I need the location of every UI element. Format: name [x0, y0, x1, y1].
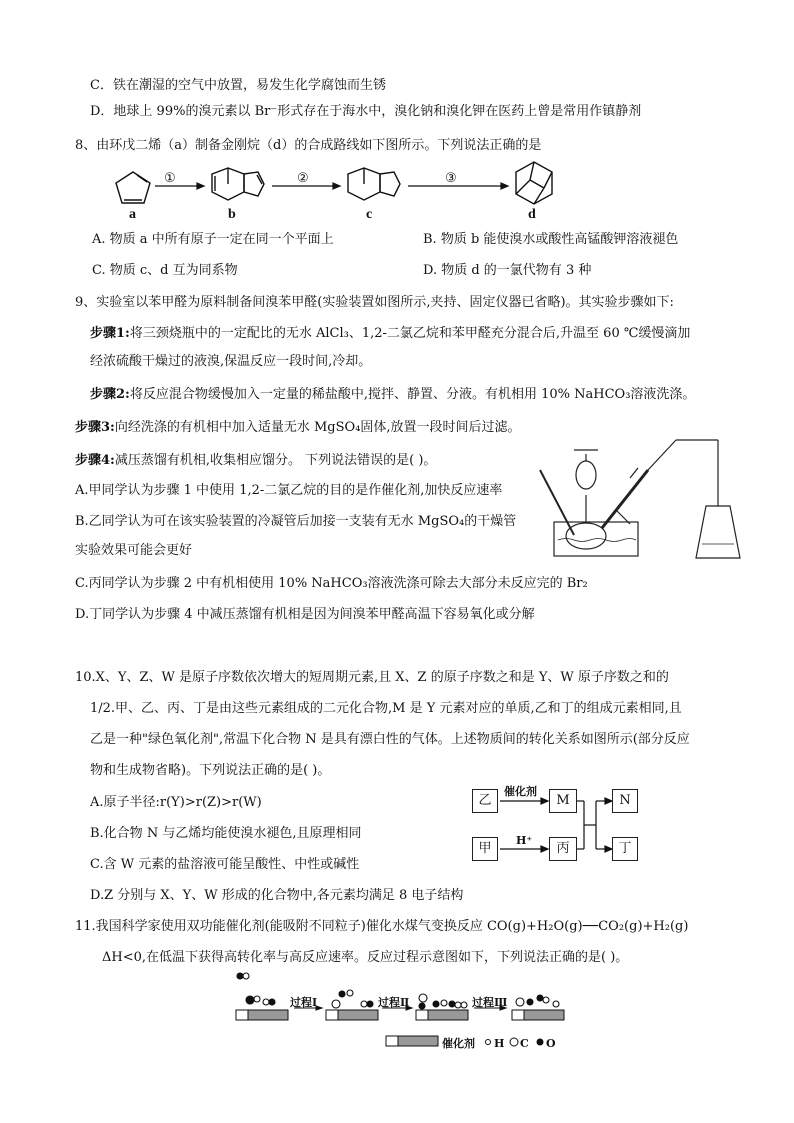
cyclopentadiene-structure [116, 172, 150, 203]
q9-step4-text: 减压蒸馏有机相,收集相应馏分。 下列说法错误的是( )。 [114, 453, 437, 468]
q9-step3-label: 步骤3: [75, 420, 115, 435]
box-ding: 丁 [612, 837, 638, 861]
q8-label-c: c [366, 207, 373, 222]
q10-stem-line3: 乙是一种"绿色氧化剂",常温下化合物 N 是具有漂白性的气体。上述物质间的转化关系如图所示(部分反应 [90, 732, 690, 747]
q7-option-d: D．地球上 99%的溴元素以 Br⁻形式存在于海水中，溴化钠和溴化钾在医药上曾是常用作镇静剂 [90, 104, 642, 119]
process-1-label: 过程Ⅰ [290, 996, 318, 1009]
q10-option-a: A.原子半径:r(Y)>r(Z)>r(W) [90, 795, 262, 810]
arrow-label-h-plus: H⁺ [516, 834, 533, 847]
q8-option-b: B. 物质 b 能使溴水或酸性高锰酸钾溶液褪色 [423, 232, 679, 247]
box-yi: 乙 [472, 789, 498, 813]
tetrahydrodicyclopentadiene-structure [348, 168, 400, 200]
q8-option-d: D. 物质 d 的一氯代物有 3 种 [423, 263, 592, 278]
q9-option-c: C.丙同学认为步骤 2 中有机相使用 10% NaHCO₃溶液洗涤可除去大部分未反应完的 Br₂ [75, 576, 588, 591]
q9-option-b-cont: 实验效果可能会更好 [75, 543, 193, 558]
box-N: N [612, 789, 638, 813]
q9-step1-label: 步骤1: [90, 326, 130, 341]
q8-option-a: A. 物质 a 中所有原子一定在同一个平面上 [92, 232, 334, 247]
q9-step4 [75, 452, 436, 470]
q8-step1-label: ① [164, 171, 176, 186]
box-M: M [549, 789, 577, 813]
q9-stem: 9、实验室以苯甲醛为原料制备间溴苯甲醛(实验装置如图所示,夹持、固定仪器已省略)。其实验步骤如下: [75, 295, 674, 310]
adamantane-structure [516, 162, 552, 204]
q10-option-b: B.化合物 N 与乙烯均能使溴水褪色,且原理相同 [90, 826, 362, 841]
q8-option-c: C. 物质 c、d 互为同系物 [92, 263, 238, 278]
q9-step3 [75, 419, 521, 437]
q10-option-d: D.Z 分别与 X、Y、W 形成的化合物中,各元素均满足 8 电子结构 [90, 888, 464, 903]
q8-synthesis-diagram [0, 160, 794, 240]
q9-step1-cont: 经浓硫酸干燥过的液溴,保温反应一段时间,冷却。 [90, 354, 372, 369]
legend-catalyst: 催化剂 [442, 1037, 475, 1050]
q8-label-d: d [528, 207, 536, 222]
arrow-label-catalyst: 催化剂 [504, 785, 537, 798]
q11-stem-line1: 11.我国科学家使用双功能催化剂(能吸附不同粒子)催化水煤气变换反应 CO(g)+H₂O(g)──CO₂(g)+H₂(g) [75, 919, 689, 934]
q8-stem: 8、由环戊二烯（a）制备金刚烷（d）的合成路线如下图所示。下列说法正确的是 [75, 138, 542, 153]
q9-step1 [90, 325, 690, 343]
q9-option-d: D.丁同学认为步骤 4 中减压蒸馏有机相是因为间溴苯甲醛高温下容易氧化或分解 [75, 607, 535, 622]
process-2-label: 过程Ⅱ [378, 996, 410, 1009]
q9-apparatus-illustration [540, 440, 740, 560]
box-bing: 丙 [549, 837, 577, 861]
dicyclopentadiene-structure [212, 168, 264, 200]
q8-step2-label: ② [297, 171, 309, 186]
q10-stem-line2: 1/2.甲、乙、丙、丁是由这些元素组成的二元化合物,M 是 Y 元素对应的单质,乙和丁的组成元素相同,且 [90, 701, 682, 716]
q9-step2 [90, 386, 695, 404]
q9-step3-text: 向经洗涤的有机相中加入适量无水 MgSO₄固体,放置一段时间后过滤。 [114, 420, 521, 435]
q9-step4-label: 步骤4: [75, 453, 115, 468]
q8-label-a: a [129, 207, 136, 222]
legend-h: H [494, 1037, 505, 1050]
q9-step2-label: 步骤2: [90, 387, 130, 402]
q9-step2-text: 将反应混合物缓慢加入一定量的稀盐酸中,搅拌、静置、分液。有机相用 10% NaHCO₃溶液洗涤。 [129, 387, 696, 402]
q10-option-c: C.含 W 元素的盐溶液可能呈酸性、中性或碱性 [90, 857, 360, 872]
process-3-label: 过程Ⅲ [472, 996, 508, 1009]
q8-label-b: b [228, 207, 236, 222]
q9-option-b: B.乙同学认为可在该实验装置的冷凝管后加接一支装有无水 MgSO₄的干燥管 [75, 514, 517, 529]
q7-option-c: C．铁在潮湿的空气中放置，易发生化学腐蚀而生锈 [90, 78, 386, 93]
q8-step3-label: ③ [445, 171, 457, 186]
legend-o: O [546, 1037, 556, 1050]
q10-stem-line1: 10.X、Y、Z、W 是原子序数依次增大的短周期元素,且 X、Z 的原子序数之和是 Y、W 原子序数之和的 [75, 670, 669, 685]
box-jia: 甲 [472, 837, 498, 861]
q9-step1-text: 将三颈烧瓶中的一定配比的无水 AlCl₃、1,2-二氯乙烷和苯甲醛充分混合后,升温至 60 ℃缓慢滴加 [129, 326, 691, 341]
q10-stem-line4: 物和生成物省略)。下列说法正确的是( )。 [90, 763, 331, 778]
legend-c: C [520, 1037, 529, 1050]
q9-option-a: A.甲同学认为步骤 1 中使用 1,2-二氯乙烷的目的是作催化剂,加快反应速率 [75, 483, 503, 498]
q11-stem-line2: ΔH<0,在低温下获得高转化率与高反应速率。反应过程示意图如下，下列说法正确的是( )。 [102, 950, 629, 965]
